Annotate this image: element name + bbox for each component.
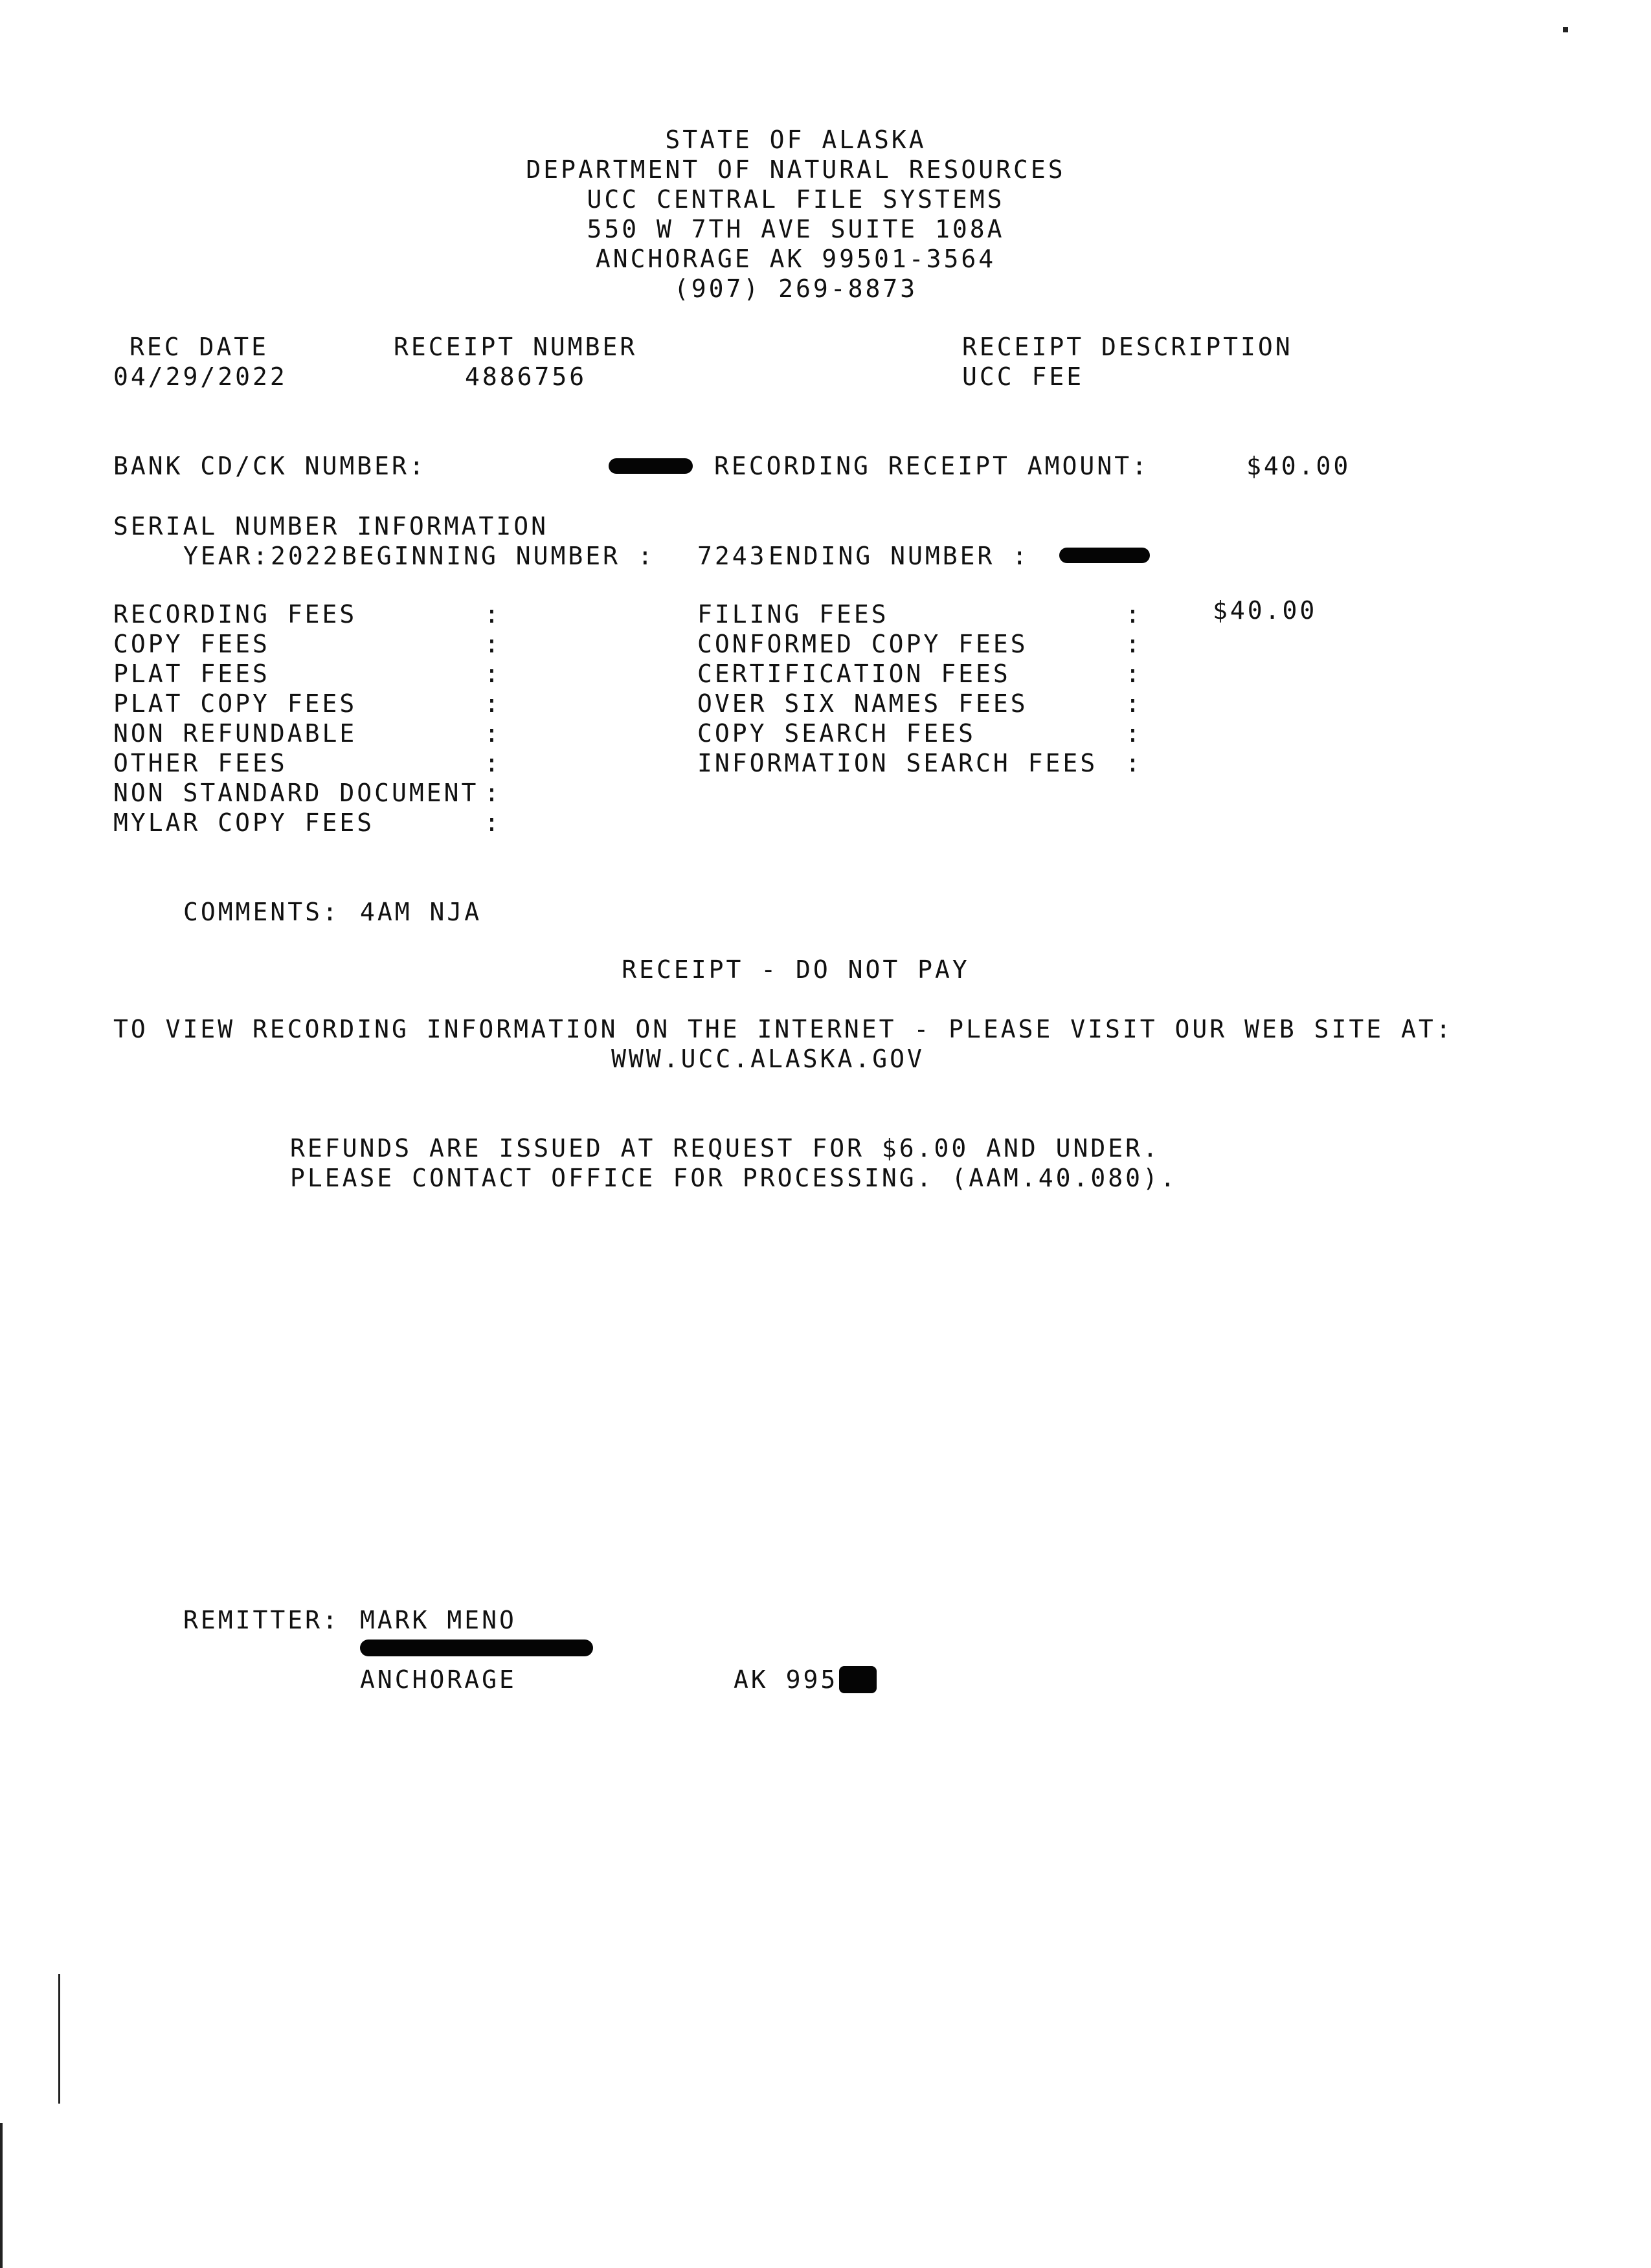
fee-colon: : <box>1125 660 1143 688</box>
remitter-city: ANCHORAGE <box>360 1665 517 1694</box>
fee-label: PLAT FEES <box>113 660 270 688</box>
remitter-state-zip: AK 995 <box>734 1665 838 1694</box>
fee-label: OVER SIX NAMES FEES <box>697 689 1028 718</box>
serial-ending-label: ENDING NUMBER : <box>769 542 1030 570</box>
fee-colon: : <box>1125 689 1143 718</box>
web-info-text: TO VIEW RECORDING INFORMATION ON THE INTERNET - PLEASE VISIT OUR WEB SITE AT: <box>113 1015 1454 1043</box>
fee-label: OTHER FEES <box>113 749 287 777</box>
receipt-description-value: UCC FEE <box>962 362 1084 391</box>
fee-label: FILING FEES <box>697 600 889 628</box>
fee-label: NON REFUNDABLE <box>113 719 357 748</box>
web-url[interactable]: WWW.UCC.ALASKA.GOV <box>611 1045 925 1073</box>
comments-label: COMMENTS: <box>183 898 340 926</box>
fee-label: INFORMATION SEARCH FEES <box>697 749 1098 777</box>
fee-colon: : <box>484 660 502 688</box>
scan-speck <box>1563 27 1568 32</box>
bank-number-label: BANK CD/CK NUMBER: <box>113 452 427 480</box>
header-street: 550 W 7TH AVE SUITE 108A <box>587 215 1005 243</box>
fee-label: COPY FEES <box>113 630 270 658</box>
refund-line-2: PLEASE CONTACT OFFICE FOR PROCESSING. (AAM.40.080). <box>290 1164 1178 1192</box>
receipt-number-label: RECEIPT NUMBER <box>394 333 638 361</box>
fee-colon: : <box>484 749 502 777</box>
rec-date-value: 04/29/2022 <box>113 362 287 391</box>
recording-amount-label: RECORDING RECEIPT AMOUNT: <box>714 452 1149 480</box>
fee-label: CONFORMED COPY FEES <box>697 630 1028 658</box>
fee-colon: : <box>1125 600 1143 628</box>
receipt-number-value: 4886756 <box>465 362 587 391</box>
fee-colon: : <box>1125 749 1143 777</box>
fee-label: RECORDING FEES <box>113 600 357 628</box>
serial-beginning-value: 7243 <box>697 542 767 570</box>
header-phone: (907) 269-8873 <box>673 274 918 303</box>
fee-colon: : <box>484 808 502 837</box>
remitter-name: MARK MENO <box>360 1606 517 1634</box>
header-state: STATE OF ALASKA <box>665 126 927 154</box>
fee-colon: : <box>484 779 502 807</box>
redaction-bank-number <box>609 458 693 474</box>
fee-label: CERTIFICATION FEES <box>697 660 1011 688</box>
header-office: UCC CENTRAL FILE SYSTEMS <box>587 185 1005 214</box>
remitter-label: REMITTER: <box>183 1606 340 1634</box>
fee-colon: : <box>1125 719 1143 748</box>
fee-value: $40.00 <box>1213 596 1318 625</box>
refund-line-1: REFUNDS ARE ISSUED AT REQUEST FOR $6.00 AND UNDER. <box>290 1134 1160 1162</box>
header-department: DEPARTMENT OF NATURAL RESOURCES <box>526 155 1066 184</box>
scan-edge-line <box>58 1974 60 2104</box>
fee-colon: : <box>1125 630 1143 658</box>
fee-colon: : <box>484 600 502 628</box>
comments-value: 4AM NJA <box>360 898 482 926</box>
recording-amount-value: $40.00 <box>1246 452 1351 480</box>
fee-label: NON STANDARD DOCUMENT <box>113 779 479 807</box>
header-city: ANCHORAGE AK 99501-3564 <box>595 245 996 273</box>
fee-label: PLAT COPY FEES <box>113 689 357 718</box>
serial-heading: SERIAL NUMBER INFORMATION <box>113 512 548 540</box>
redaction-remitter-zip <box>839 1666 877 1693</box>
serial-year-label: YEAR: <box>183 542 271 570</box>
scan-edge-line <box>0 2123 3 2268</box>
serial-beginning-label: BEGINNING NUMBER : <box>342 542 655 570</box>
fee-label: COPY SEARCH FEES <box>697 719 976 748</box>
serial-year-value: 2022 <box>271 542 341 570</box>
rec-date-label: REC DATE <box>129 333 269 361</box>
redaction-remitter-address <box>360 1640 593 1656</box>
receipt-notice: RECEIPT - DO NOT PAY <box>622 955 970 984</box>
receipt-description-label: RECEIPT DESCRIPTION <box>962 333 1293 361</box>
fee-colon: : <box>484 689 502 718</box>
redaction-ending-number <box>1059 548 1150 563</box>
fee-label: MYLAR COPY FEES <box>113 808 375 837</box>
fee-colon: : <box>484 719 502 748</box>
fee-colon: : <box>484 630 502 658</box>
